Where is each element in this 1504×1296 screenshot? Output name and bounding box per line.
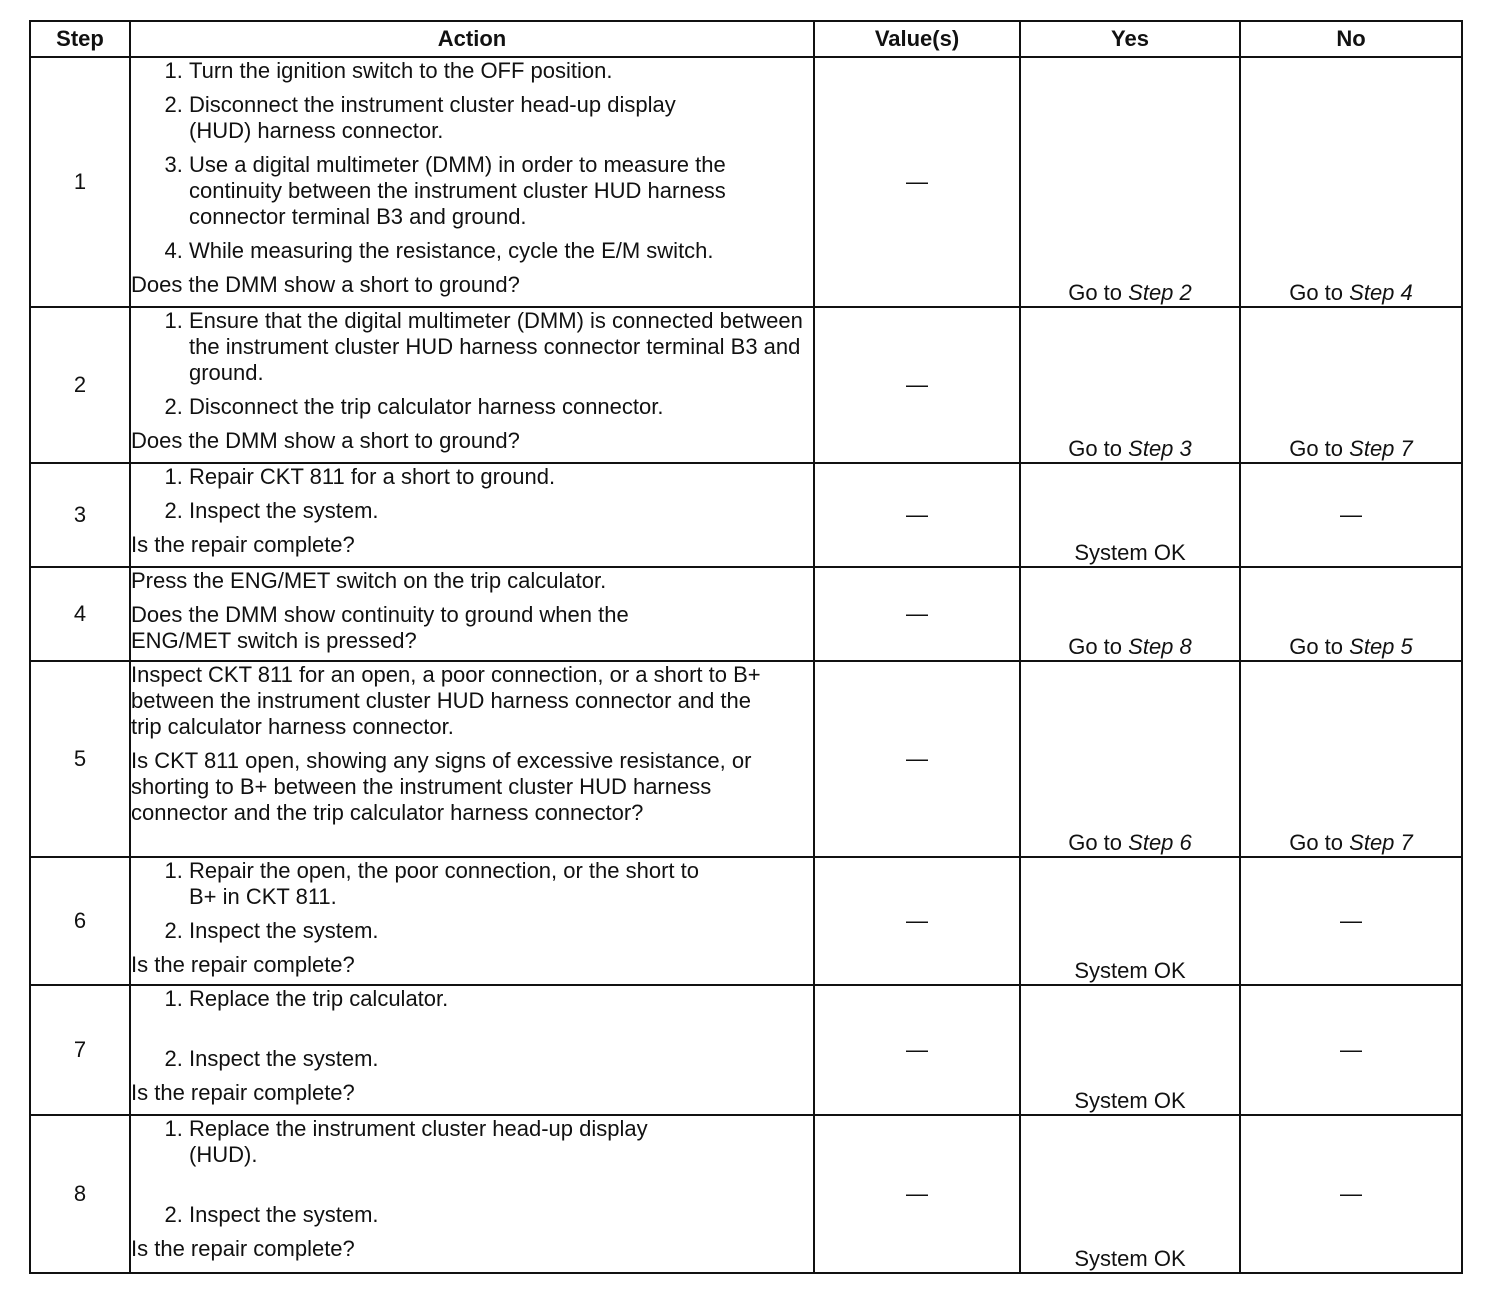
action-steps	[131, 308, 813, 420]
yes-step-link[interactable]: Step 3	[1128, 436, 1192, 461]
yes-step-link[interactable]: Step 6	[1128, 830, 1192, 855]
yes-cell	[1020, 57, 1240, 307]
no-cell: —	[1240, 463, 1462, 567]
no-prefix: Go to	[1289, 280, 1344, 305]
action-item: 3. Use a digital multimeter (DMM) in order to measure the continuity between the instrument cluster HUD harness connector terminal B3 and ground.	[189, 152, 813, 230]
table-row	[30, 661, 1462, 857]
value-cell: —	[814, 463, 1020, 567]
yes-cell: System OK	[1020, 985, 1240, 1115]
header-no: No	[1240, 21, 1462, 57]
value-cell: —	[814, 857, 1020, 985]
no-step-link[interactable]: Step 7	[1349, 830, 1413, 855]
value-cell: —	[814, 57, 1020, 307]
action-item: 1. Repair the open, the poor connection, or the short to B+ in CKT 811.	[189, 858, 813, 910]
table-row	[30, 985, 1462, 1115]
action-question: Is the repair complete?	[131, 532, 355, 557]
table-row	[30, 57, 1462, 307]
action-item: 1. Turn the ignition switch to the OFF position.	[189, 58, 813, 84]
action-cell	[130, 307, 814, 463]
action-steps	[131, 858, 813, 944]
step-number: 4	[30, 567, 130, 661]
no-cell	[1240, 567, 1462, 661]
action-item: 1. Repair CKT 811 for a short to ground.	[189, 464, 813, 490]
action-cell	[130, 985, 814, 1115]
table-row	[30, 307, 1462, 463]
header-step: Step	[30, 21, 130, 57]
step-number: 1	[30, 57, 130, 307]
action-cell	[130, 1115, 814, 1273]
no-cell: —	[1240, 985, 1462, 1115]
table-row	[30, 567, 1462, 661]
action-cell	[130, 567, 814, 661]
header-values: Value(s)	[814, 21, 1020, 57]
no-step-link[interactable]: Step 4	[1349, 280, 1413, 305]
no-prefix: Go to	[1289, 436, 1344, 461]
action-steps	[131, 58, 813, 264]
no-cell	[1240, 307, 1462, 463]
yes-prefix: Go to	[1068, 634, 1123, 659]
action-question: Is CKT 811 open, showing any signs of excessive resistance, or shorting to B+ between the instrument cluster HUD harness connector and the trip calculator harness connector?	[131, 748, 752, 825]
no-cell: —	[1240, 1115, 1462, 1273]
action-steps	[131, 464, 813, 524]
action-cell	[130, 463, 814, 567]
action-item: 1. Replace the trip calculator.	[189, 986, 813, 1012]
action-item: 2. Disconnect the instrument cluster head-up display (HUD) harness connector.	[189, 92, 813, 144]
action-cell	[130, 661, 814, 857]
action-question: Does the DMM show continuity to ground when the ENG/MET switch is pressed?	[131, 602, 629, 653]
action-item: 2. Inspect the system.	[189, 918, 813, 944]
no-step-link[interactable]: Step 5	[1349, 634, 1413, 659]
value-cell: —	[814, 985, 1020, 1115]
action-item: 2. Inspect the system.	[189, 498, 813, 524]
no-prefix: Go to	[1289, 634, 1344, 659]
action-question: Is the repair complete?	[131, 952, 355, 977]
value-cell: —	[814, 307, 1020, 463]
yes-step-link[interactable]: Step 8	[1128, 634, 1192, 659]
action-question: Is the repair complete?	[131, 1080, 355, 1105]
no-cell: —	[1240, 857, 1462, 985]
header-action: Action	[130, 21, 814, 57]
action-steps	[131, 986, 813, 1072]
action-item: 1. Ensure that the digital multimeter (DMM) is connected between the instrument cluster HUD harness connector terminal B3 and ground.	[189, 308, 813, 386]
action-item: 1. Replace the instrument cluster head-up display (HUD).	[189, 1116, 813, 1168]
action-item: 2. Inspect the system.	[189, 1202, 813, 1228]
yes-step-link[interactable]: Step 2	[1128, 280, 1192, 305]
table-row	[30, 857, 1462, 985]
action-question: Does the DMM show a short to ground?	[131, 428, 520, 453]
action-text: Press the ENG/MET switch on the trip calculator.	[131, 568, 607, 593]
action-item: 2. Disconnect the trip calculator harness connector.	[189, 394, 813, 420]
action-cell	[130, 857, 814, 985]
yes-cell: System OK	[1020, 463, 1240, 567]
yes-cell: System OK	[1020, 857, 1240, 985]
action-question: Does the DMM show a short to ground?	[131, 272, 520, 297]
value-cell: —	[814, 567, 1020, 661]
action-item: 4. While measuring the resistance, cycle the E/M switch.	[189, 238, 813, 264]
no-prefix: Go to	[1289, 830, 1344, 855]
yes-cell	[1020, 661, 1240, 857]
yes-prefix: Go to	[1068, 280, 1123, 305]
header-row	[30, 21, 1462, 57]
yes-cell	[1020, 307, 1240, 463]
step-number: 5	[30, 661, 130, 857]
yes-prefix: Go to	[1068, 436, 1123, 461]
table-row	[30, 463, 1462, 567]
value-cell: —	[814, 661, 1020, 857]
diagnostic-table	[29, 20, 1463, 1274]
table-row	[30, 1115, 1462, 1273]
step-number: 7	[30, 985, 130, 1115]
action-item: 2. Inspect the system.	[189, 1046, 813, 1072]
step-number: 6	[30, 857, 130, 985]
header-yes: Yes	[1020, 21, 1240, 57]
value-cell: —	[814, 1115, 1020, 1273]
yes-prefix: Go to	[1068, 830, 1123, 855]
step-number: 8	[30, 1115, 130, 1273]
yes-cell: System OK	[1020, 1115, 1240, 1273]
step-number: 3	[30, 463, 130, 567]
action-steps	[131, 1116, 813, 1228]
step-number: 2	[30, 307, 130, 463]
no-step-link[interactable]: Step 7	[1349, 436, 1413, 461]
action-text: Inspect CKT 811 for an open, a poor connection, or a short to B+ between the instrument cluster HUD harness connector and the trip calculator harness connector.	[131, 662, 761, 739]
action-cell	[130, 57, 814, 307]
no-cell	[1240, 661, 1462, 857]
no-cell	[1240, 57, 1462, 307]
yes-cell	[1020, 567, 1240, 661]
action-question: Is the repair complete?	[131, 1236, 355, 1261]
